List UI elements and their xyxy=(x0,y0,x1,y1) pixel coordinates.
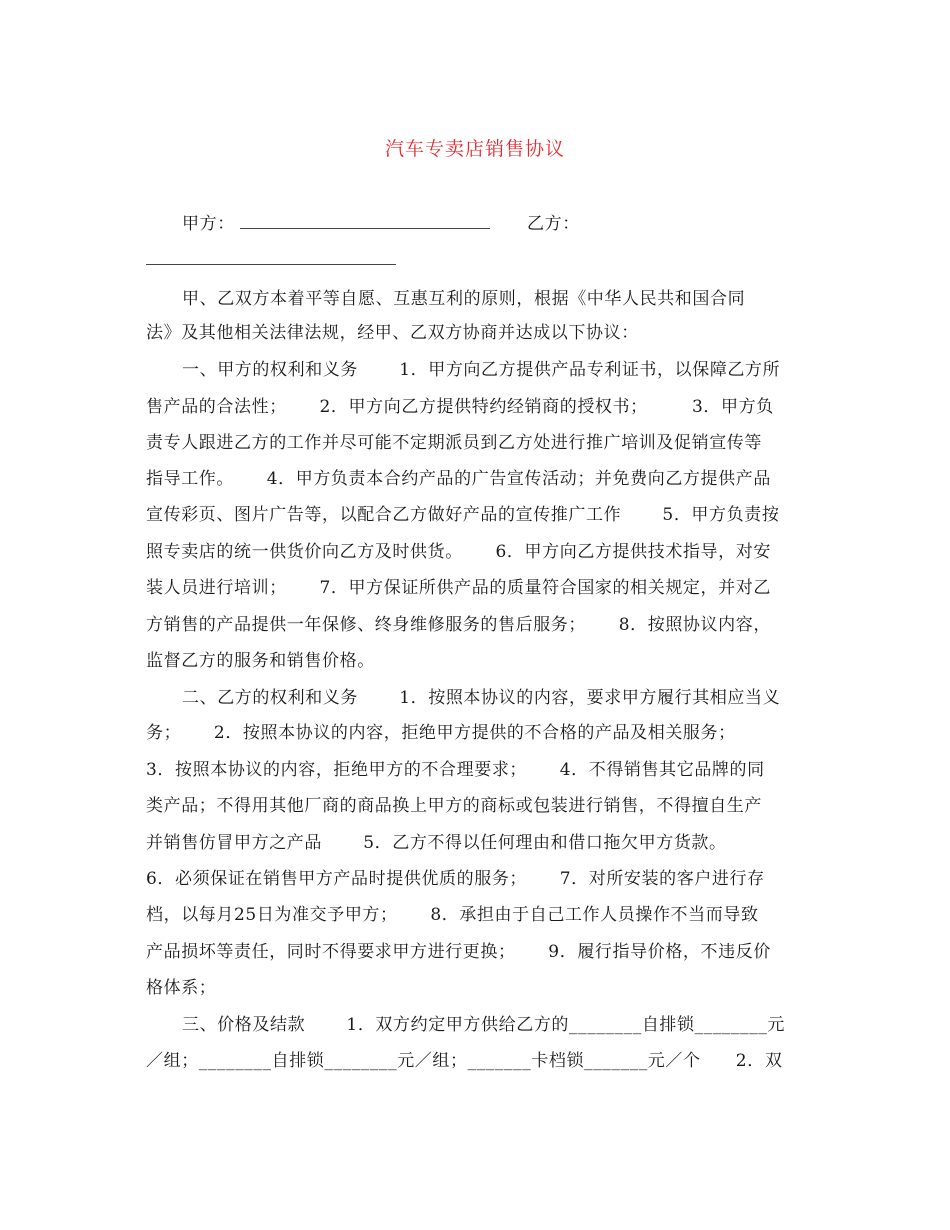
body-line: 甲、乙双方本着平等自愿、互惠互利的原则，根据《中华人民共和国合同 xyxy=(182,289,746,309)
body-line: 责专人跟进乙方的工作并尽可能不定期派员到乙方处进行推广培训及促销宣传等 xyxy=(146,433,762,453)
body-line: 档，以每月25日为准交予甲方； 8．承担由于自己工作人员操作不当而导致 xyxy=(146,905,759,925)
body-line: 二、乙方的权利和义务 1．按照本协议的内容，要求甲方履行其相应当义 xyxy=(182,688,781,708)
body-line: 指导工作。 4．甲方负责本合约产品的广告宣传活动；并免费向乙方提供产品 xyxy=(146,469,771,489)
body-line: 宣传彩页、图片广告等，以配合乙方做好产品的宣传推广工作 5．甲方负责按 xyxy=(146,505,780,525)
body-line: ／组；________自排锁________元／组；_______卡档锁_______元／个 2．双 xyxy=(146,1051,783,1071)
body-line: 方销售的产品提供一年保修、终身维修服务的售后服务； 8．按照协议内容， xyxy=(146,615,771,635)
body-line: 监督乙方的服务和销售价格。 xyxy=(146,651,375,671)
document-title: 汽车专卖店销售协议 xyxy=(384,138,565,160)
body-line: 照专卖店的统一供货价向乙方及时供货。 6．甲方向乙方提供技术指导，对安 xyxy=(146,542,771,562)
body-line: 售产品的合法性； 2．甲方向乙方提供特约经销商的授权书； 3．甲方负 xyxy=(146,397,774,417)
body-line: 法》及其他相关法律法规，经甲、乙双方协商并达成以下协议： xyxy=(146,323,639,343)
body-line: 务； 2．按照本协议的内容，拒绝甲方提供的不合格的产品及相关服务； xyxy=(146,723,736,743)
party-b-blank xyxy=(146,264,396,265)
body-line: 并销售仿冒甲方之产品 5．乙方不得以任何理由和借口拖欠甲方货款。 xyxy=(146,833,727,853)
body-line: 三、价格及结款 1．双方约定甲方供给乙方的________自排锁________元 xyxy=(182,1015,786,1035)
party-b-label: 乙方： xyxy=(527,214,580,234)
body-line: 产品损坏等责任，同时不得要求甲方进行更换； 9．履行指导价格，不违反价 xyxy=(146,942,771,962)
body-line: 6．必须保证在销售甲方产品时提供优质的服务； 7．对所安装的客户进行存 xyxy=(146,869,765,889)
body-line: 一、甲方的权利和义务 1．甲方向乙方提供产品专利证书，以保障乙方所 xyxy=(182,360,781,380)
party-a-label: 甲方： xyxy=(182,214,235,234)
body-line: 类产品；不得用其他厂商的商品换上甲方的商标或包装进行销售，不得擅自生产 xyxy=(146,796,762,816)
body-line: 格体系； xyxy=(146,978,217,998)
party-a-blank xyxy=(240,228,490,229)
body-line: 3．按照本协议的内容，拒绝甲方的不合理要求； 4．不得销售其它品牌的同 xyxy=(146,760,765,780)
body-line: 装人员进行培训； 7．甲方保证所供产品的质量符合国家的相关规定，并对乙 xyxy=(146,578,771,598)
